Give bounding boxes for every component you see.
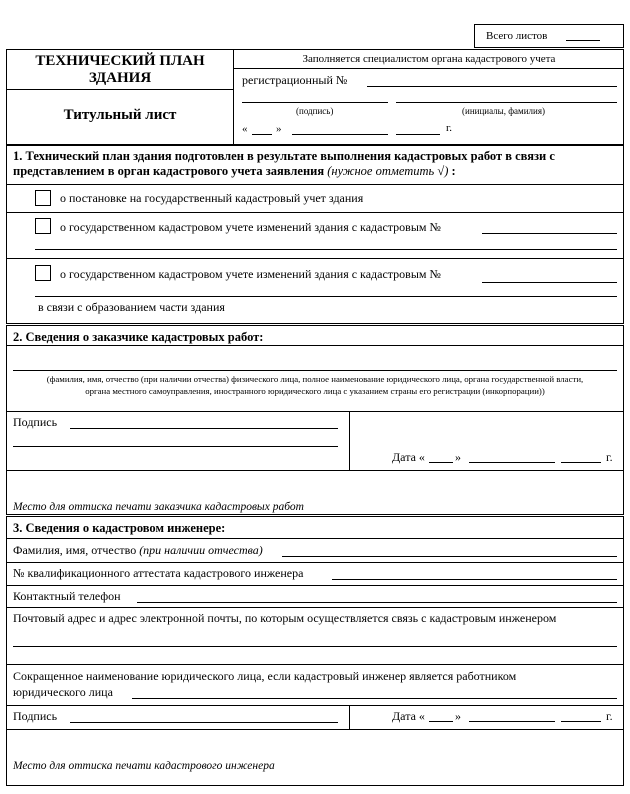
section3-signature-bottom bbox=[6, 729, 624, 730]
section2-year-suffix: г. bbox=[606, 450, 613, 464]
header-date-year-field[interactable] bbox=[396, 134, 440, 135]
reg-number-field[interactable] bbox=[367, 86, 617, 87]
customer-name-caption-line2: органа местного самоуправления, иностранного юридического лица с указанием страны его регистрации (инкорпорации)) bbox=[85, 386, 545, 396]
document-subtitle: Титульный лист bbox=[63, 107, 177, 123]
section2-title: 2. Сведения о заказчике кадастровых работ: bbox=[13, 330, 264, 344]
option3-cadastral-number-field[interactable] bbox=[482, 282, 617, 283]
section3-date-label: Дата « bbox=[392, 709, 425, 723]
section1-row2-bottom bbox=[6, 258, 624, 259]
section3-header-bottom bbox=[6, 538, 624, 539]
option2-checkbox[interactable] bbox=[35, 218, 51, 234]
option3-label: о государственном кадастровом учете изменений здания с кадастровым № bbox=[60, 267, 441, 281]
section3-date-day-field[interactable] bbox=[429, 721, 453, 722]
phone-label: Контактный телефон bbox=[13, 589, 121, 603]
address-field[interactable] bbox=[13, 646, 617, 647]
org-field[interactable] bbox=[132, 698, 617, 699]
section1-row1-bottom bbox=[6, 212, 624, 213]
header-date-month-field[interactable] bbox=[292, 134, 388, 135]
section1-title-hint: (нужное отметить √) bbox=[327, 164, 449, 178]
section2-date-label: Дата « bbox=[392, 450, 425, 464]
fio-label bbox=[13, 543, 263, 557]
header-year-suffix: г. bbox=[446, 122, 453, 134]
option1-checkbox[interactable] bbox=[35, 190, 51, 206]
section3-date-year-field[interactable] bbox=[561, 721, 601, 722]
section2-block bbox=[6, 325, 624, 515]
option2-continuation-field[interactable] bbox=[35, 249, 617, 250]
header-divider-horizontal bbox=[6, 89, 234, 90]
address-label: Почтовый адрес и адрес электронной почты, по которым осуществляется связь с кадастровым инженером bbox=[13, 611, 557, 625]
header-date-open-quote: « bbox=[242, 123, 248, 135]
section1-title-colon: : bbox=[451, 164, 456, 178]
option3-continuation-field[interactable] bbox=[35, 296, 617, 297]
phone-field[interactable] bbox=[137, 602, 617, 603]
section2-signature-field[interactable] bbox=[70, 428, 338, 429]
fio-field[interactable] bbox=[282, 556, 617, 557]
certificate-label: № квалификационного аттестата кадастрового инженера bbox=[13, 566, 304, 580]
section1-header-bottom bbox=[6, 184, 624, 185]
section2-stamp-place: Место для оттиска печати заказчика кадастровых работ bbox=[13, 501, 304, 513]
section3-date-close-quote: » bbox=[455, 709, 461, 723]
document-title-line2: ЗДАНИЯ bbox=[88, 70, 152, 86]
total-sheets-field[interactable] bbox=[566, 40, 600, 41]
section3-year-suffix: г. bbox=[606, 709, 613, 723]
section2-date-day-field[interactable] bbox=[429, 462, 453, 463]
fio-label-text: Фамилия, имя, отчество bbox=[13, 543, 137, 557]
section2-date-month-field[interactable] bbox=[469, 462, 555, 463]
filled-by-label: Заполняется специалистом органа кадастрового учета bbox=[302, 53, 556, 65]
section3-phone-bottom bbox=[6, 607, 624, 608]
option3-note: в связи с образованием части здания bbox=[38, 300, 225, 314]
section3-signature-field[interactable] bbox=[70, 722, 338, 723]
section1-title-line2-text: представлением в орган кадастрового учета заявления bbox=[13, 164, 325, 178]
header-date-day-field[interactable] bbox=[252, 134, 272, 135]
certificate-field[interactable] bbox=[332, 579, 617, 580]
section2-caption-bottom bbox=[6, 411, 624, 412]
section2-signature-bottom bbox=[6, 470, 624, 471]
org-label-line2: юридического лица bbox=[13, 685, 113, 699]
section3-org-bottom bbox=[6, 705, 624, 706]
fio-hint: (при наличии отчества) bbox=[139, 543, 263, 557]
section2-signature-divider bbox=[349, 411, 350, 471]
section3-date-month-field[interactable] bbox=[469, 721, 555, 722]
official-initials-field[interactable] bbox=[396, 102, 617, 103]
option2-cadastral-number-field[interactable] bbox=[482, 233, 617, 234]
total-sheets-label: Всего листов bbox=[486, 30, 548, 42]
official-signature-field[interactable] bbox=[242, 102, 388, 103]
section2-date-close-quote: » bbox=[455, 450, 461, 464]
section2-signature-field-2[interactable] bbox=[13, 446, 338, 447]
customer-name-caption-line1: (фамилия, имя, отчество (при наличии отчества) физического лица, полное наименование юридического лица, органа государственной власти, bbox=[46, 374, 584, 384]
section3-cert-bottom bbox=[6, 585, 624, 586]
section2-signature-label: Подпись bbox=[13, 415, 58, 429]
section2-header-bottom bbox=[6, 345, 624, 346]
section3-address-bottom bbox=[6, 664, 624, 665]
initials-caption: (инициалы, фамилия) bbox=[462, 106, 545, 116]
section3-stamp-place: Место для оттиска печати кадастрового инженера bbox=[13, 760, 275, 772]
section3-signature-label: Подпись bbox=[13, 709, 58, 723]
section3-signature-divider bbox=[349, 705, 350, 730]
header-date-close-quote: » bbox=[276, 123, 282, 135]
customer-name-field[interactable] bbox=[13, 370, 617, 371]
option1-label: о постановке на государственный кадастровый учет здания bbox=[60, 191, 364, 205]
option2-label: о государственном кадастровом учете изменений здания с кадастровым № bbox=[60, 220, 441, 234]
reg-number-label: регистрационный № bbox=[242, 73, 348, 87]
section1-title-line2 bbox=[13, 164, 456, 179]
org-label-line1: Сокращенное наименование юридического лица, если кадастровый инженер является работником bbox=[13, 669, 517, 683]
section3-title: 3. Сведения о кадастровом инженере: bbox=[13, 521, 226, 535]
section1-title-line1: 1. Технический план здания подготовлен в результате выполнения кадастровых работ в связи с bbox=[13, 149, 555, 163]
section3-fio-bottom bbox=[6, 562, 624, 563]
section2-date-year-field[interactable] bbox=[561, 462, 601, 463]
signature-caption: (подпись) bbox=[296, 106, 334, 116]
option3-checkbox[interactable] bbox=[35, 265, 51, 281]
document-title-line1: ТЕХНИЧЕСКИЙ ПЛАН bbox=[35, 53, 205, 69]
